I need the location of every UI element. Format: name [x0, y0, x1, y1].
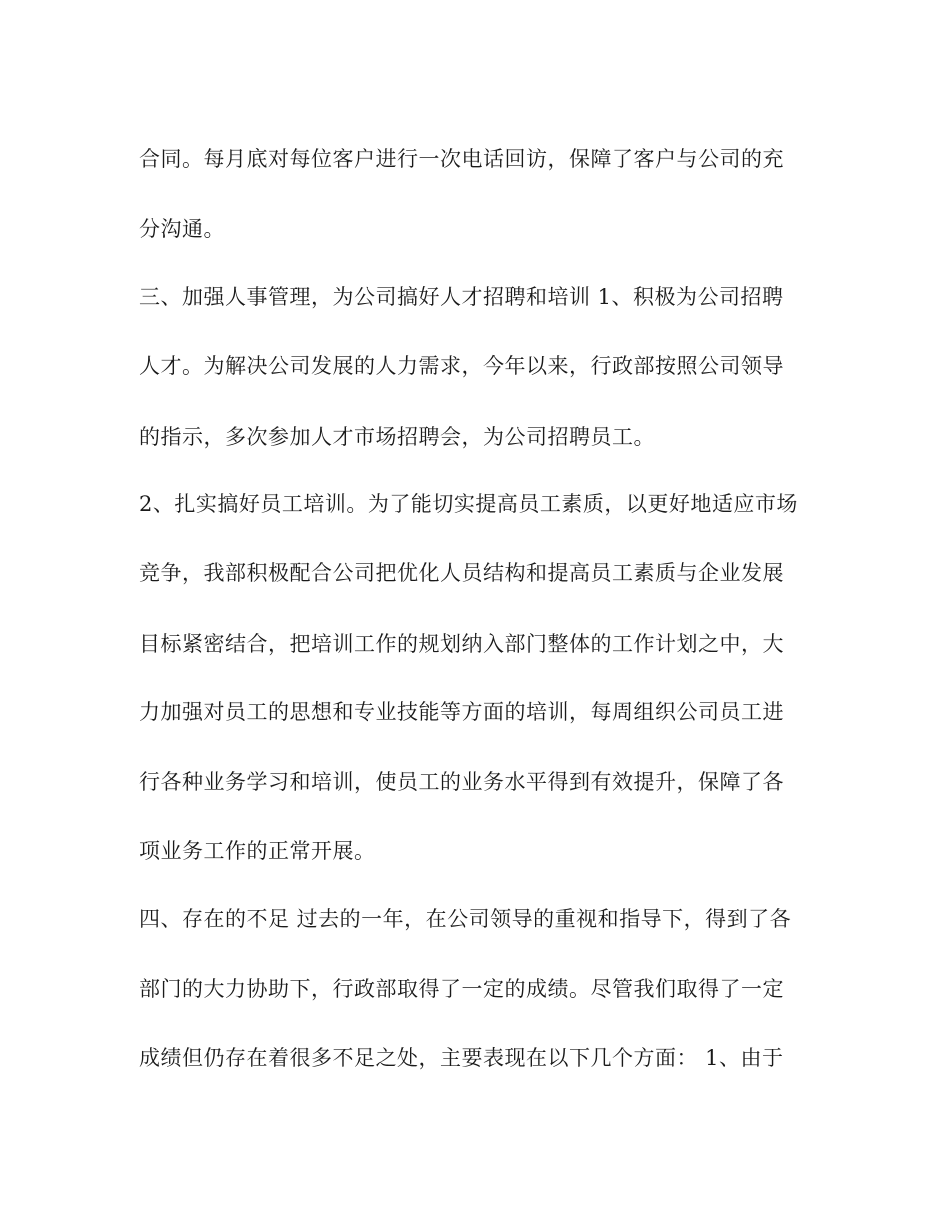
- text-line: 三、加强人事管理，为公司搞好人才招聘和培训 1、积极为公司招聘: [139, 285, 784, 309]
- text-line: 力加强对员工的思想和专业技能等方面的培训，每周组织公司员工进: [139, 700, 784, 724]
- text-line: 的指示，多次参加人才市场招聘会，为公司招聘员工。: [139, 425, 655, 449]
- text-line: 分沟通。: [139, 217, 225, 241]
- text-line: 目标紧密结合，把培训工作的规划纳入部门整体的工作计划之中，大: [139, 632, 784, 656]
- text-line: 竞争，我部积极配合公司把优化人员结构和提高员工素质与企业发展: [139, 561, 784, 585]
- text-line: 部门的大力协助下，行政部取得了一定的成绩。尽管我们取得了一定: [139, 977, 784, 1001]
- text-line: 2、扎实搞好员工培训。为了能切实提高员工素质，以更好地适应市场: [139, 492, 798, 516]
- text-line: 合同。每月底对每位客户进行一次电话回访，保障了客户与公司的充: [139, 147, 784, 171]
- text-line: 项业务工作的正常开展。: [139, 839, 376, 863]
- text-line: 成绩但仍存在着很多不足之处，主要表现在以下几个方面： 1、由于: [139, 1046, 784, 1070]
- text-line: 四、存在的不足 过去的一年，在公司领导的重视和指导下，得到了各: [139, 907, 792, 931]
- text-line: 人才。为解决公司发展的人力需求，今年以来，行政部按照公司领导: [139, 354, 784, 378]
- text-line: 行各种业务学习和培训，使员工的业务水平得到有效提升，保障了各: [139, 770, 784, 794]
